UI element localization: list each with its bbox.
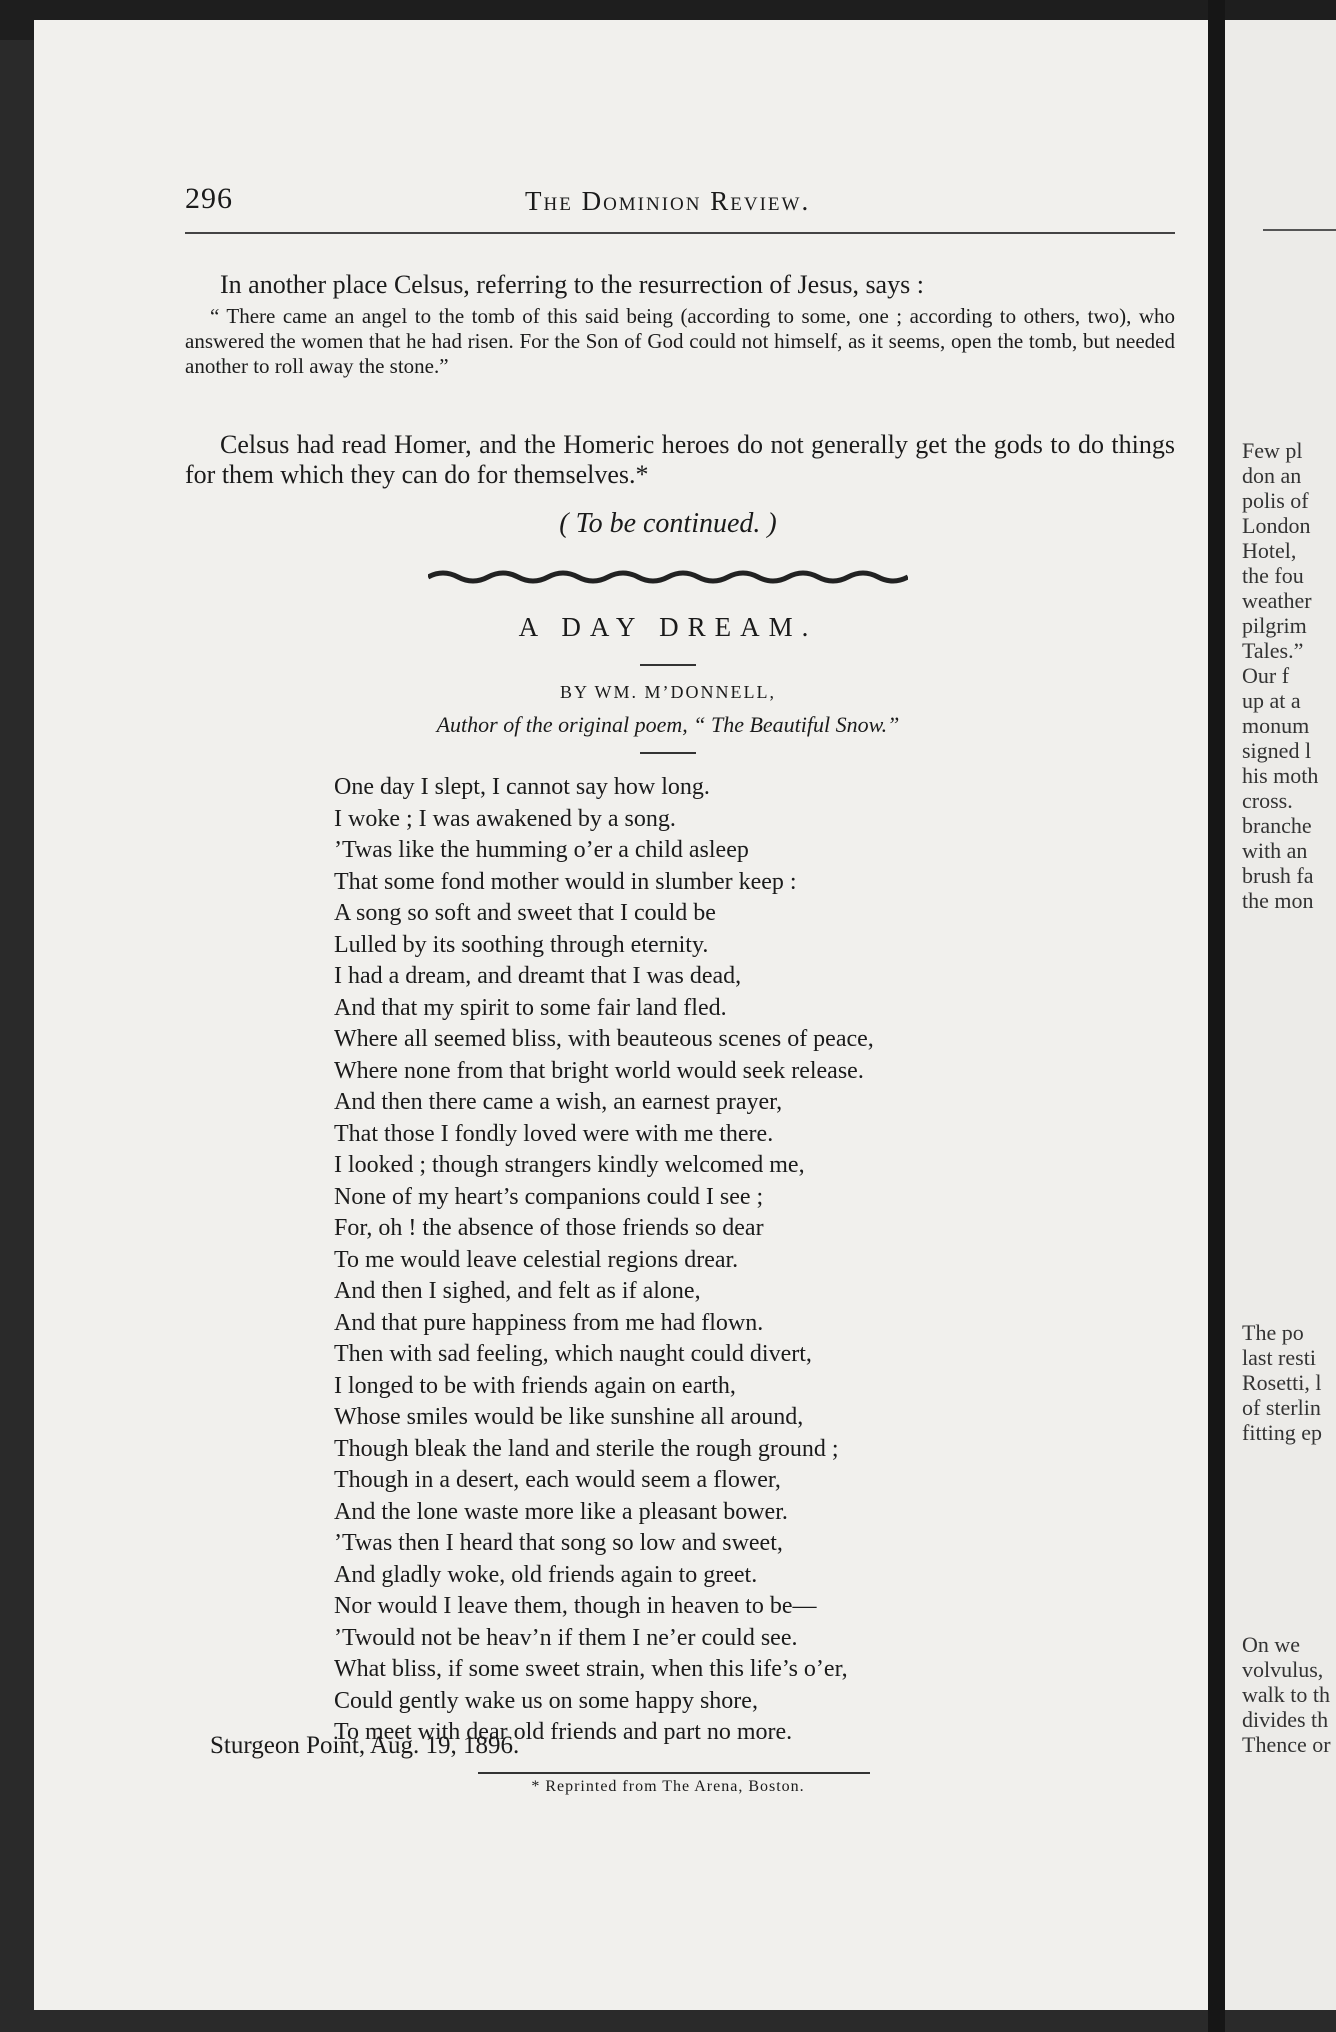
running-title: The Dominion Review. bbox=[525, 186, 811, 216]
fragment-line: Rosetti, l bbox=[1242, 1370, 1322, 1395]
fragment-line: monum bbox=[1242, 713, 1310, 738]
fragment-line: On we bbox=[1242, 1632, 1301, 1657]
footnote-rule bbox=[478, 1772, 870, 1774]
poem-line: Whose smiles would be like sunshine all around, bbox=[334, 1404, 804, 1430]
fragment-line: The po bbox=[1242, 1320, 1304, 1345]
fragment-line: Thence or bbox=[1242, 1732, 1331, 1757]
fragment-line: don an bbox=[1242, 463, 1302, 488]
poem-line: For, oh ! the absence of those friends so dear bbox=[334, 1215, 764, 1241]
poem-line: What bliss, if some sweet strain, when this life’s o’er, bbox=[334, 1656, 848, 1682]
fragment-line: cross. bbox=[1242, 788, 1293, 813]
poem-line: Nor would I leave them, though in heaven to be— bbox=[334, 1593, 817, 1619]
poem-line: One day I slept, I cannot say how long. bbox=[334, 774, 710, 800]
footnote: * Reprinted from The Arena, Boston. bbox=[531, 1778, 805, 1795]
poem-line: Then with sad feeling, which naught could divert, bbox=[334, 1341, 812, 1367]
page-number: 296 bbox=[185, 182, 233, 215]
fragment-line: pilgrim bbox=[1242, 613, 1307, 638]
next-page-block-1 bbox=[1242, 438, 1336, 913]
poem-line: I longed to be with friends again on earth, bbox=[334, 1372, 736, 1399]
fragment-line: polis of bbox=[1242, 488, 1309, 513]
intro-paragraph: In another place Celsus, referring to the resurrection of Jesus, says : bbox=[220, 270, 924, 299]
poem-line: Though bleak the land and sterile the rough ground ; bbox=[334, 1435, 839, 1462]
poem-line: None of my heart’s companions could I see ; bbox=[334, 1183, 764, 1210]
poem-line: And then I sighed, and felt as if alone, bbox=[334, 1278, 701, 1304]
poem-line: Could gently wake us on some happy shore, bbox=[334, 1687, 758, 1714]
poem-byline: BY WM. M’DONNELL, bbox=[560, 682, 776, 702]
title-rule bbox=[640, 664, 696, 666]
ornamental-divider bbox=[428, 566, 908, 588]
fragment-line: brush fa bbox=[1242, 863, 1314, 888]
poem-line: Where all seemed bliss, with beauteous scenes of peace, bbox=[334, 1026, 874, 1052]
fragment-line: with an bbox=[1242, 838, 1308, 863]
quote-paragraph: “ There came an angel to the tomb of this said being (according to some, one ; according to others, two), who answered the women that he had risen. For the Son of God could not himself, as it seems, open the tomb, but needed another to roll away the stone.” bbox=[185, 304, 1175, 378]
poem-line: To meet with dear old friends and part no more. bbox=[334, 1719, 793, 1745]
poem-line: Lulled by its soothing through eternity. bbox=[334, 931, 709, 958]
poem-line: And that pure happiness from me had flown. bbox=[334, 1309, 764, 1336]
fragment-line: last resti bbox=[1242, 1345, 1316, 1370]
poem-line: And that my spirit to some fair land fled. bbox=[334, 994, 727, 1021]
poem-line: ’Twas like the humming o’er a child asleep bbox=[334, 837, 749, 863]
poem-line: And gladly woke, old friends again to greet. bbox=[334, 1561, 758, 1588]
to-be-continued: ( To be continued. ) bbox=[559, 508, 777, 539]
fragment-line: Few pl bbox=[1242, 438, 1303, 463]
next-page-block-2 bbox=[1242, 1320, 1336, 1445]
fragment-line: fitting ep bbox=[1242, 1420, 1323, 1445]
homer-paragraph: Celsus had read Homer, and the Homeric heroes do not generally get the gods to do things for them which they can do for themselves.* bbox=[185, 430, 1175, 489]
poem-line: Though in a desert, each would seem a flower, bbox=[334, 1467, 781, 1493]
fragment-line: Our f bbox=[1242, 663, 1290, 688]
poem-line: That some fond mother would in slumber keep : bbox=[334, 868, 797, 895]
poem-line: And then there came a wish, an earnest prayer, bbox=[334, 1089, 783, 1115]
poem-dateline: Sturgeon Point, Aug. 19, 1896. bbox=[210, 1732, 520, 1759]
poem-body bbox=[334, 772, 874, 1749]
poem-line: That those I fondly loved were with me there. bbox=[334, 1120, 774, 1147]
author-rule bbox=[640, 752, 696, 754]
poem-line: Where none from that bright world would seek release. bbox=[334, 1057, 864, 1084]
next-page-block-3 bbox=[1242, 1632, 1336, 1757]
fragment-line: his moth bbox=[1242, 763, 1319, 788]
fragment-line: signed l bbox=[1242, 738, 1312, 763]
fragment-line: volvulus, bbox=[1242, 1657, 1324, 1682]
fragment-line: London bbox=[1242, 513, 1311, 538]
page-header bbox=[185, 182, 1175, 222]
author-note: Author of the original poem, “ The Beautiful Snow.” bbox=[436, 712, 900, 737]
poem-line: And the lone waste more like a pleasant bower. bbox=[334, 1498, 788, 1525]
poem-line: To me would leave celestial regions drear. bbox=[334, 1246, 739, 1273]
poem-line: A song so soft and sweet that I could be bbox=[334, 900, 716, 926]
poem-line: I woke ; I was awakened by a song. bbox=[334, 805, 676, 832]
fragment-line: Tales.” bbox=[1242, 638, 1304, 663]
poem-line: I looked ; though strangers kindly welcomed me, bbox=[334, 1152, 805, 1178]
fragment-line: up at a bbox=[1242, 688, 1301, 713]
fragment-line: the mon bbox=[1242, 888, 1314, 913]
header-rule bbox=[185, 232, 1175, 234]
fragment-line: of sterlin bbox=[1242, 1395, 1321, 1420]
fragment-line: weather bbox=[1242, 588, 1312, 613]
fragment-line: Hotel, bbox=[1242, 538, 1297, 563]
fragment-line: divides th bbox=[1242, 1707, 1329, 1732]
next-page-header-rule bbox=[1263, 229, 1336, 231]
fragment-line: the fou bbox=[1242, 563, 1304, 588]
fragment-line: branche bbox=[1242, 813, 1312, 838]
poem-title: A DAY DREAM. bbox=[518, 612, 818, 642]
book-gutter bbox=[1208, 0, 1225, 2032]
fragment-line: walk to th bbox=[1242, 1682, 1330, 1707]
poem-line: ’Twould not be heav’n if them I ne’er could see. bbox=[334, 1624, 798, 1651]
poem-line: I had a dream, and dreamt that I was dead, bbox=[334, 963, 742, 989]
poem-line: ’Twas then I heard that song so low and sweet, bbox=[334, 1530, 783, 1556]
